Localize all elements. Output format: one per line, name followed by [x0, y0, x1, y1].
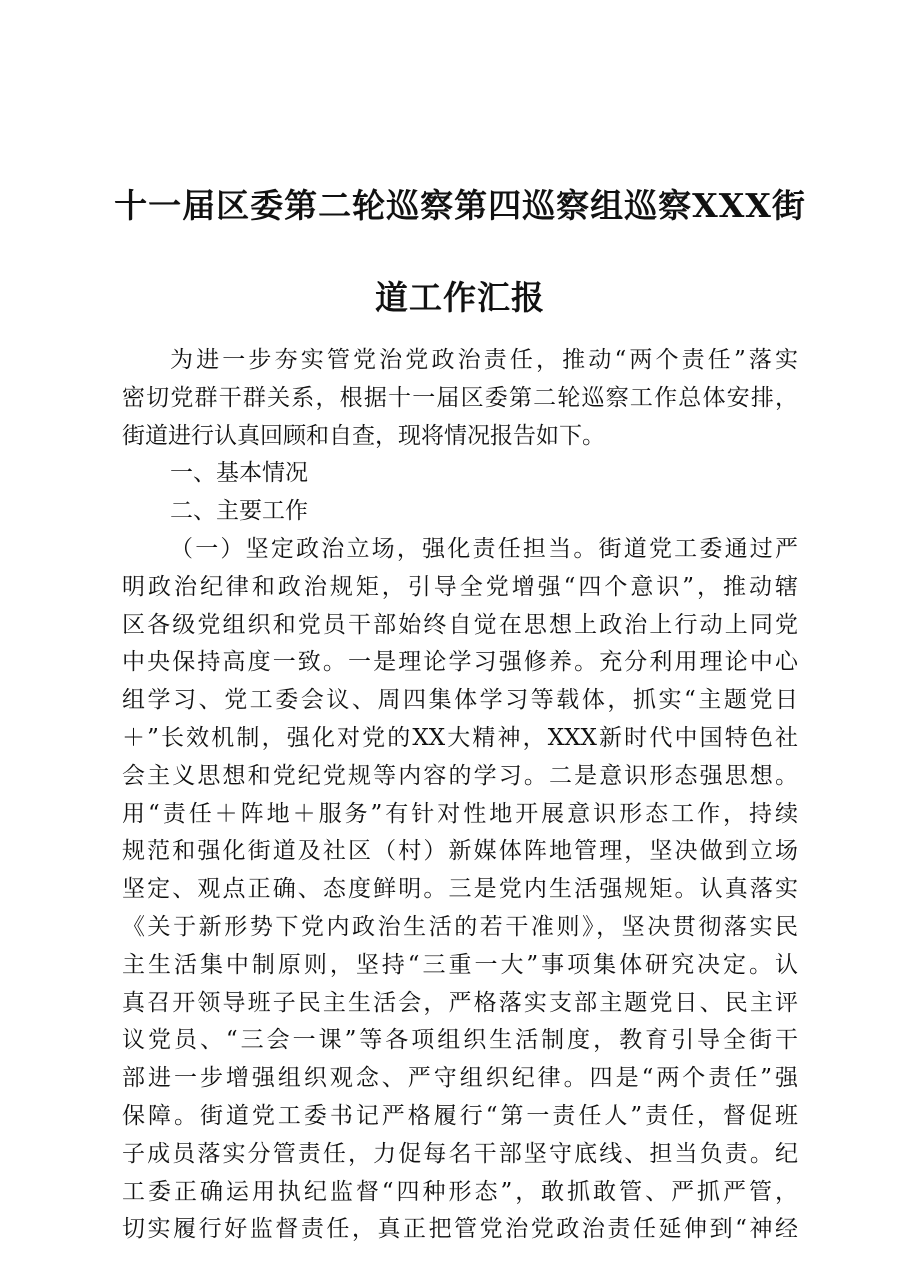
body-line: 中央保持高度一致。一是理论学习强修养。充分利用理论中心	[122, 649, 798, 676]
body-line: 为进一步夯实管党治党政治责任，推动“两个责任”落实	[170, 347, 798, 373]
body-line: 真召开领导班子民主生活会，严格落实支部主题党日、民主评	[122, 989, 798, 1016]
title-line-2: 道工作汇报	[375, 278, 545, 317]
document-title	[110, 160, 810, 344]
body-line: 《关于新形势下党内政治生活的若干准则》，坚决贯彻落实民	[122, 913, 798, 940]
body-line: 坚定、观点正确、态度鲜明。三是党内生活强规矩。认真落实	[122, 876, 798, 903]
body-line: 用“责任＋阵地＋服务”有针对性地开展意识形态工作，持续	[122, 800, 798, 827]
section-heading: 一、基本情况	[170, 460, 308, 487]
section-heading: 二、主要工作	[170, 498, 308, 525]
body-line: 密切党群干群关系，根据十一届区委第二轮巡察工作总体安排，	[122, 384, 798, 411]
body-line: 切实履行好监督责任，真正把管党治党政治责任延伸到“神经	[122, 1216, 798, 1243]
body-line: 街道进行认真回顾和自查，现将情况报告如下。	[122, 422, 605, 449]
body-line: ＋”长效机制，强化对党的XX大精神，XXX新时代中国特色社	[122, 724, 798, 751]
body-line: 议党员、“三会一课”等各项组织生活制度，教育引导全街干	[122, 1027, 798, 1054]
body-line: 子成员落实分管责任，力促每名干部坚守底线、担当负责。纪	[122, 1140, 798, 1167]
body-line: 规范和强化街道及社区（村）新媒体阵地管理，坚决做到立场	[122, 838, 798, 865]
body-line: 会主义思想和党纪党规等内容的学习。二是意识形态强思想。	[122, 762, 798, 789]
body-line: 明政治纪律和政治规矩，引导全党增强“四个意识”，推动辖	[122, 573, 798, 600]
body-line: 区各级党组织和党员干部始终自觉在思想上政治上行动上同党	[122, 611, 798, 638]
body-line: 主生活集中制原则，坚持“三重一大”事项集体研究决定。认	[122, 951, 798, 978]
body-line: （一）坚定政治立场，强化责任担当。街道党工委通过严	[170, 535, 798, 562]
document-body	[122, 342, 798, 1249]
body-line: 部进一步增强组织观念、严守组织纪律。四是“两个责任”强	[122, 1065, 798, 1092]
body-line: 保障。街道党工委书记严格履行“第一责任人”责任，督促班	[122, 1102, 798, 1129]
body-line: 组学习、党工委会议、周四集体学习等载体，抓实“主题党日	[122, 687, 798, 714]
body-line: 工委正确运用执纪监督“四种形态”，敢抓敢管、严抓严管，	[122, 1178, 798, 1205]
title-line-1: 十一届区委第二轮巡察第四巡察组巡察XXX街	[114, 186, 806, 225]
